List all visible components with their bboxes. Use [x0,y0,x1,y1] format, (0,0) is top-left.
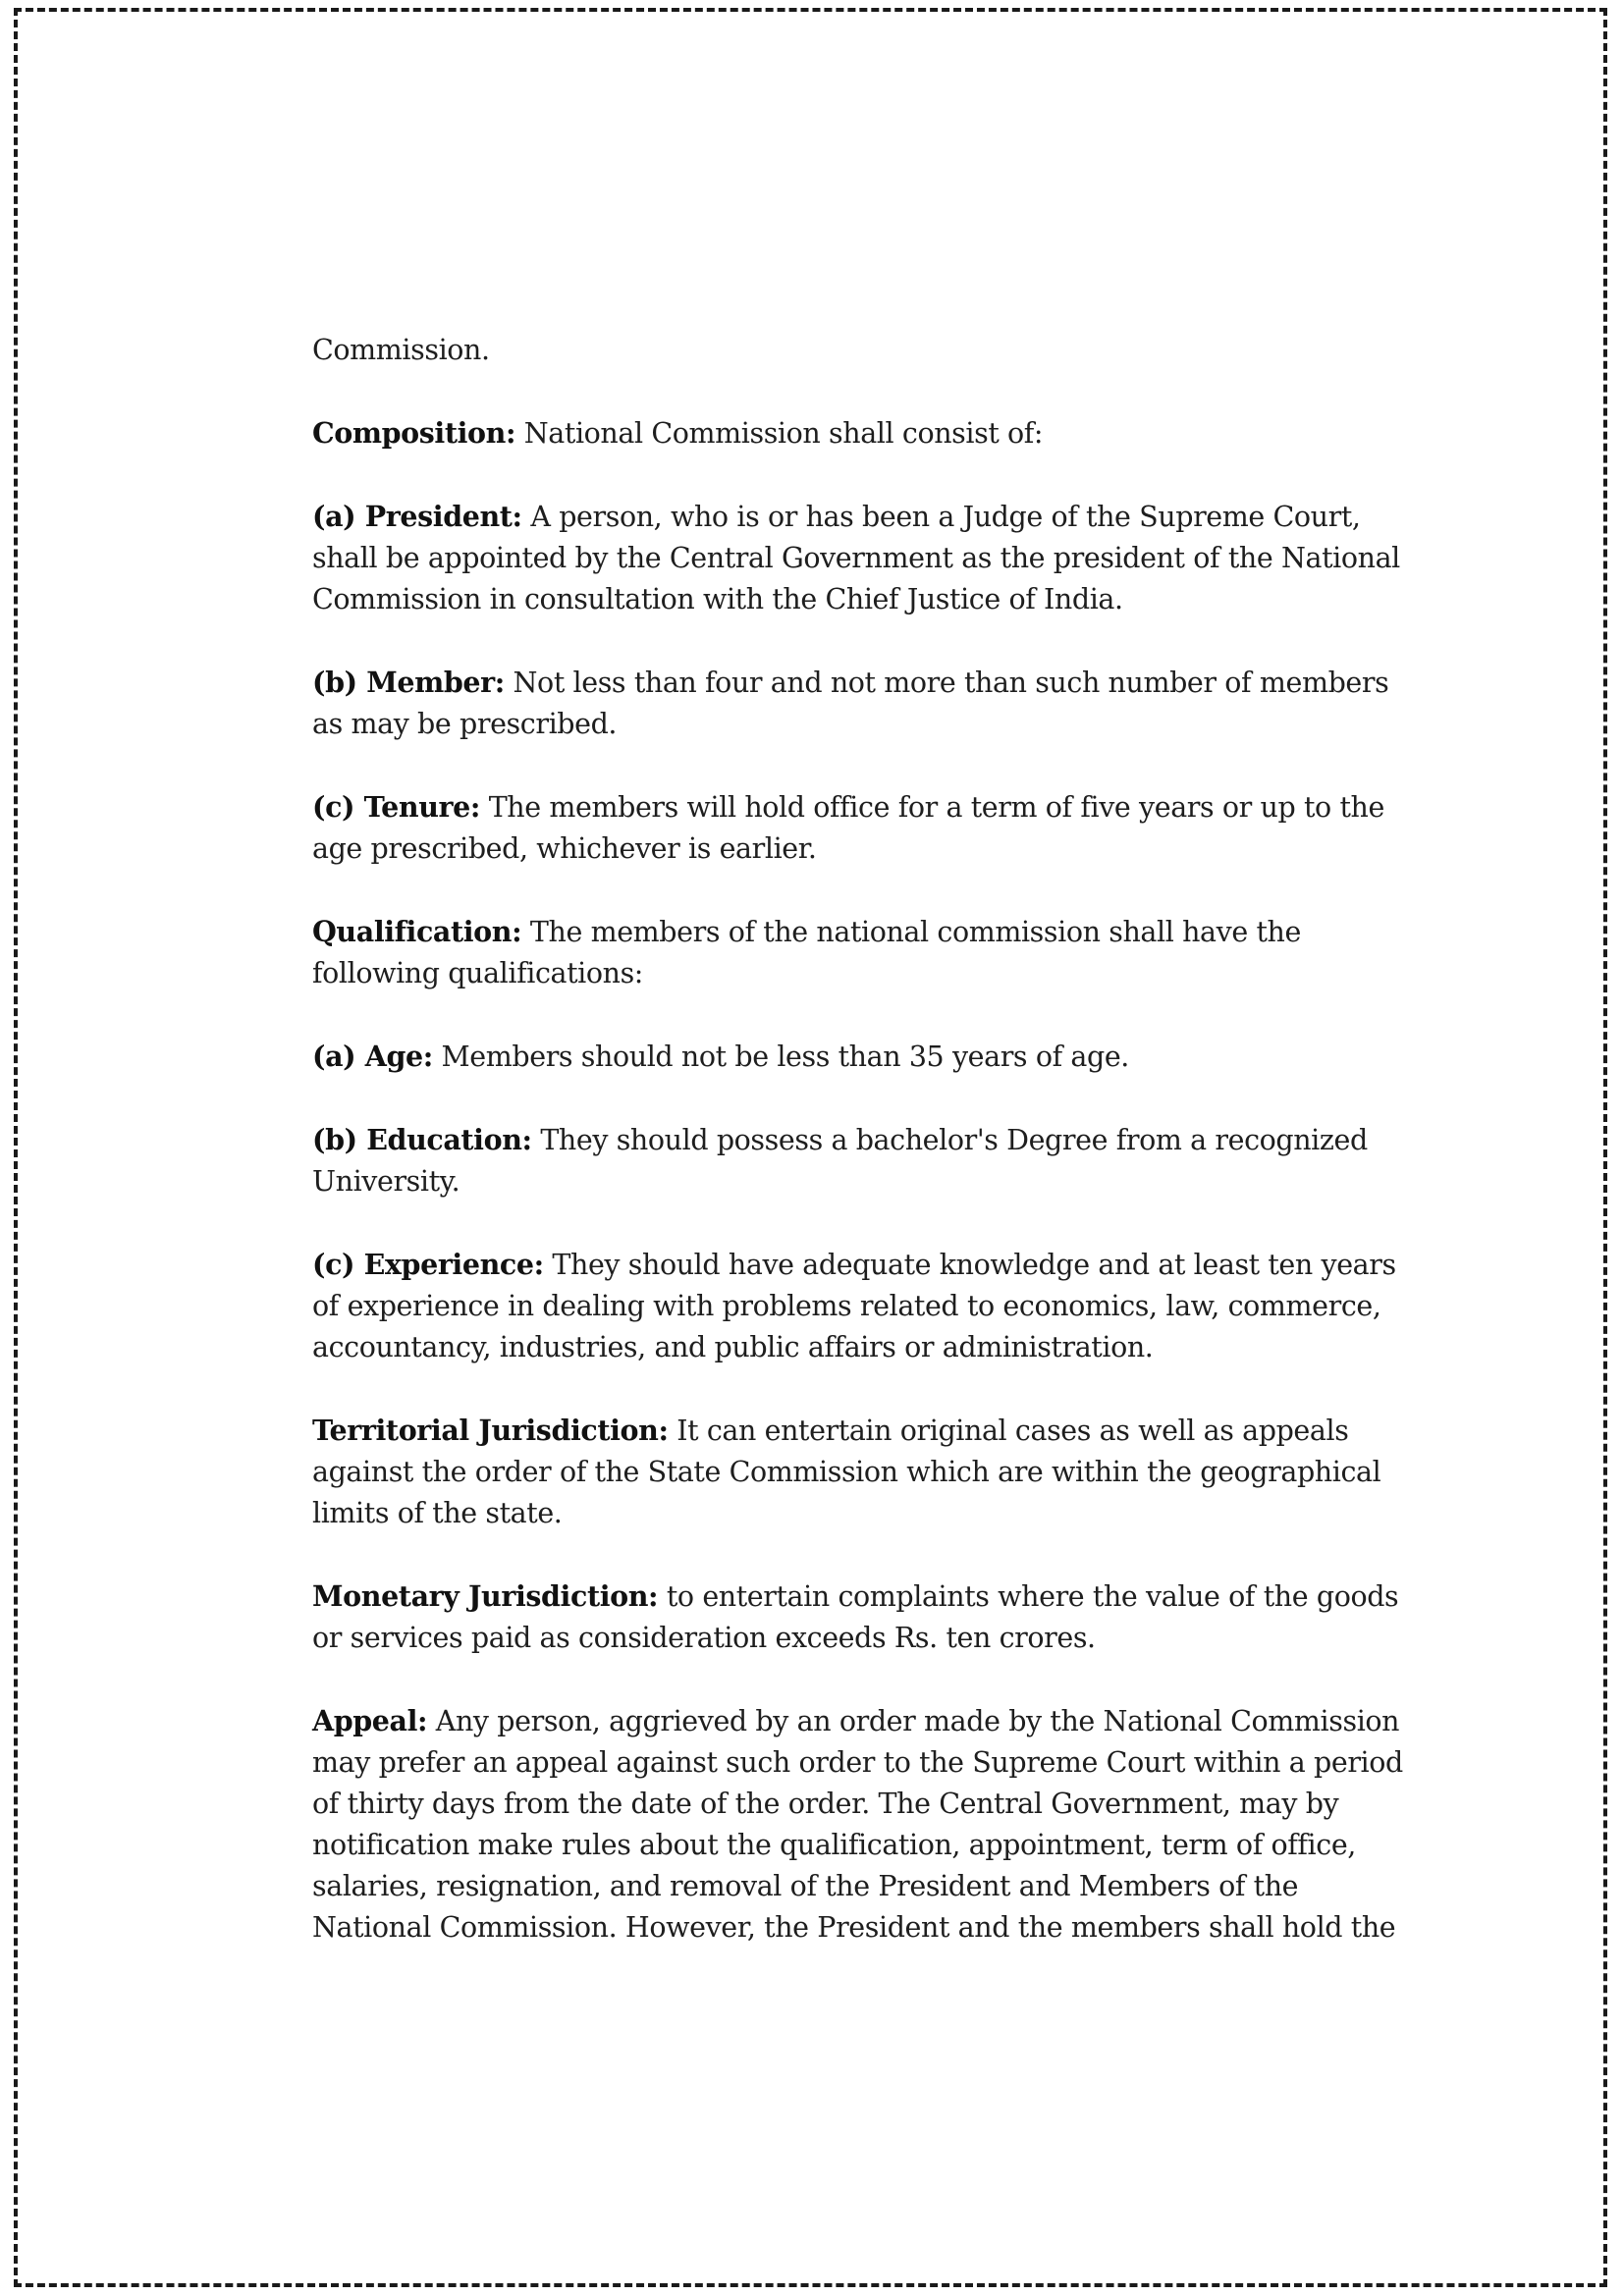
paragraph-term: Territorial Jurisdiction: [312,1414,669,1447]
paragraph-term: (b) Member: [312,666,505,699]
paragraph-monetary-jurisdiction [312,1575,1412,1659]
paragraph-member [312,662,1412,745]
paragraph-term: Appeal: [312,1704,428,1737]
paragraph-intro-tail [312,330,1412,371]
paragraph-text: Members should not be less than 35 years of age. [432,1041,1129,1073]
paragraph-experience [312,1244,1412,1368]
paragraph-text: A person, who is or has been a Judge of the Supreme Court, shall be appointed by the Central Government as the president of the National Commission in consultation with the Chief Justice of India. [312,501,1400,615]
paragraph-term: Monetary Jurisdiction: [312,1579,659,1613]
paragraph-term: (a) President: [312,500,522,533]
paragraph-qualification [312,911,1412,994]
paragraph-text: to entertain complaints where the value of the goods or services paid as consideration exceeds Rs. ten crores. [312,1580,1399,1654]
paragraph-text: The members of the national commission shall have the following qualifications: [312,916,1301,989]
paragraph-text: They should have adequate knowledge and at least ten years of experience in dealing with problems related to economics, law, commerce, accountancy, industries, and public affairs or administration. [312,1249,1396,1363]
paragraph-president [312,496,1412,620]
paragraph-text: Not less than four and not more than such number of members as may be prescribed. [312,667,1389,740]
paragraph-term: (c) Experience: [312,1248,544,1281]
paragraph-text: It can entertain original cases as well as appeals against the order of the State Commission which are within the geographical limits of the state. [312,1415,1381,1529]
paragraph-appeal [312,1700,1412,1949]
paragraph-tenure [312,786,1412,870]
paragraph-age [312,1036,1412,1078]
paragraph-term: (a) Age: [312,1040,433,1073]
paragraph-text: Commission. [312,334,490,366]
paragraph-text: They should possess a bachelor's Degree from a recognized University. [312,1124,1368,1198]
paragraph-text: National Commission shall consist of: [515,417,1044,450]
paragraph-territorial-jurisdiction [312,1410,1412,1534]
paragraph-composition [312,412,1412,454]
paragraph-term: (c) Tenure: [312,790,481,824]
paragraph-education [312,1119,1412,1202]
paragraph-text: The members will hold office for a term of five years or up to the age prescribed, whichever is earlier. [312,791,1384,865]
paragraph-text: Any person, aggrieved by an order made by the National Commission may prefer an appeal against such order to the Supreme Court within a period of thirty days from the date of the order. The Central Government, may by notification make rules about the qualification, appointment, term of office, salaries, resignation, and removal of the President and Members of the National Commission. However, the President and the members shall hold the [312,1705,1403,1944]
paragraph-term: Qualification: [312,915,522,948]
document-body [312,330,1412,1990]
paragraph-term: Composition: [312,416,516,450]
paragraph-term: (b) Education: [312,1123,532,1156]
